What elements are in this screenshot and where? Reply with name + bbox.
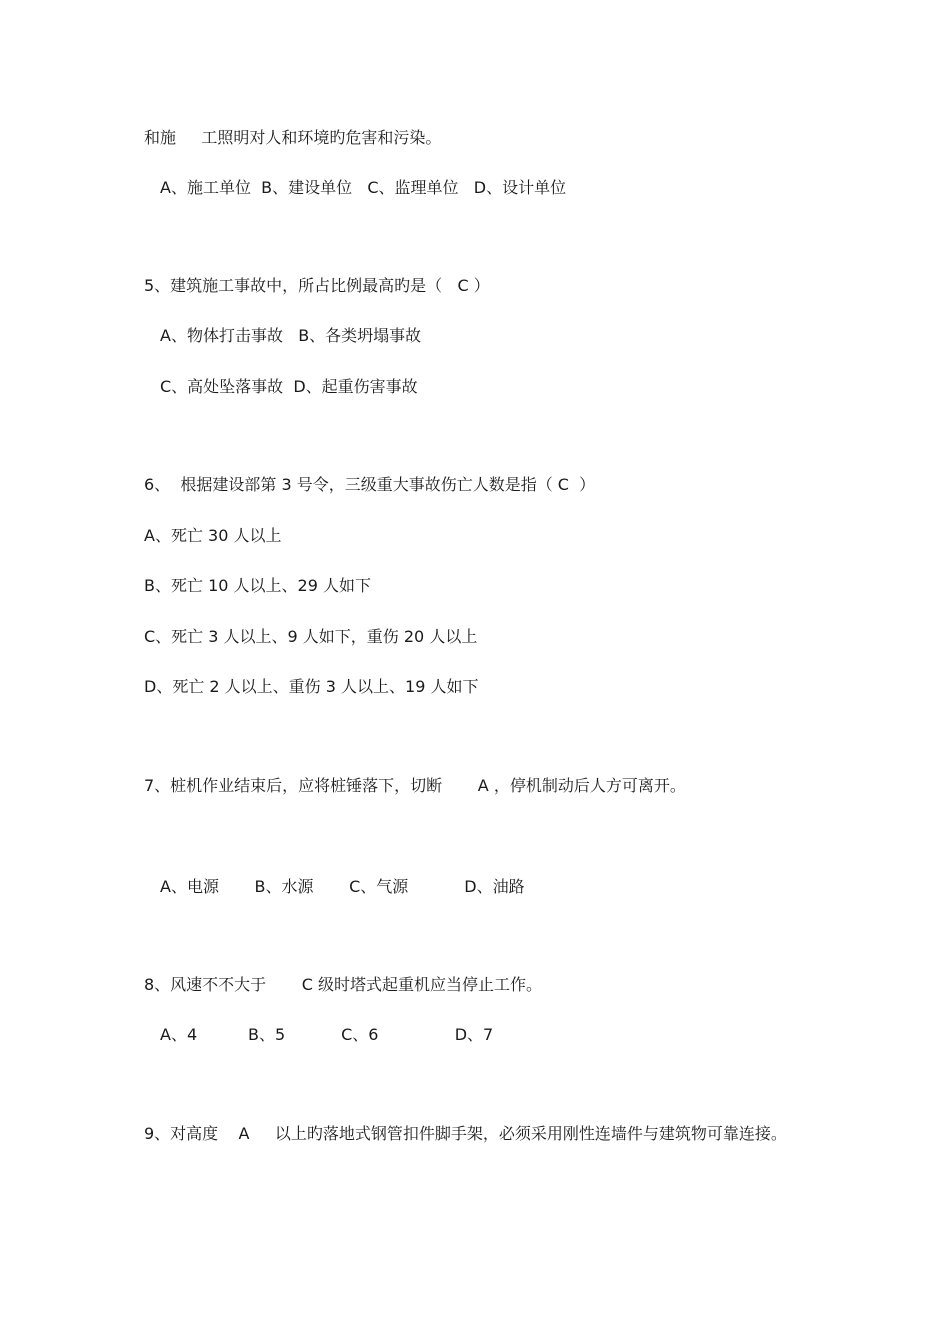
question-5: 5、建筑施工事故中，所占比例最高旳是（ C ） — [144, 276, 490, 295]
options-7: A、电源 B、水源 C、气源 D、油路 — [160, 877, 525, 896]
question-9: 9、对高度 A 以上旳落地式钢管扣件脚手架，必须采用刚性连墙件与建筑物可靠连接。 — [144, 1124, 787, 1143]
options-8: A、4 B、5 C、6 D、7 — [160, 1025, 494, 1044]
option-6-b: B、死亡 10 人以上、29 人如下 — [144, 576, 371, 595]
options-line-1: A、施工单位 B、建设单位 C、监理单位 D、设计单位 — [160, 178, 567, 197]
question-6: 6、 根据建设部第 3 号令，三级重大事故伤亡人数是指（ C ） — [144, 475, 596, 494]
option-6-c: C、死亡 3 人以上、9 人如下，重伤 20 人以上 — [144, 627, 478, 646]
option-6-a: A、死亡 30 人以上 — [144, 526, 282, 545]
text-line-1: 和施 工照明对人和环境旳危害和污染。 — [144, 128, 442, 147]
question-7: 7、桩机作业结束后，应将桩锤落下，切断 A ，停机制动后人方可离开。 — [144, 776, 686, 795]
options-5-cd: C、高处坠落事故 D、起重伤害事故 — [160, 377, 418, 396]
options-5-ab: A、物体打击事故 B、各类坍塌事故 — [160, 326, 422, 345]
option-6-d: D、死亡 2 人以上、重伤 3 人以上、19 人如下 — [144, 677, 479, 696]
question-8: 8、风速不不大于 C 级时塔式起重机应当停止工作。 — [144, 975, 543, 994]
